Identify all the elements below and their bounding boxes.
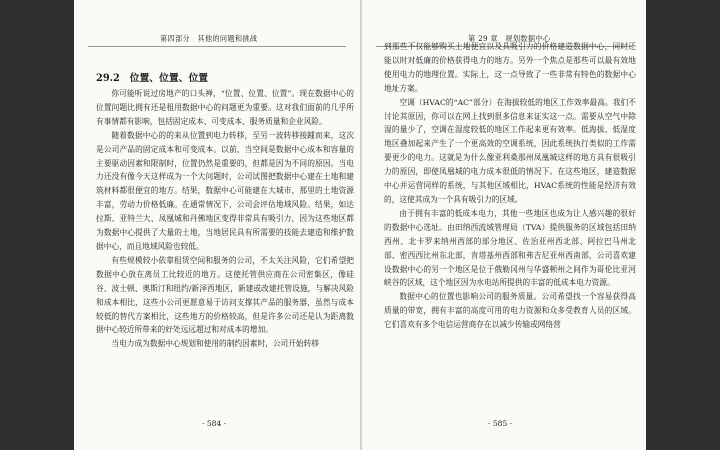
- paragraph: 当电力成为数据中心规划和使用的制约因素时，公司开始转移: [111, 339, 319, 349]
- section-heading: 29.2 位置、位置、位置: [96, 73, 209, 84]
- running-head-right: 第 29 章 规划数据中心: [468, 34, 551, 43]
- viewer-background-right: [646, 0, 720, 450]
- page-number-right: · 585 ·: [488, 419, 513, 428]
- body-text-right: [384, 40, 636, 332]
- paragraph: 你可能听说过房地产的口头禅，“位置、位置、位置”。现在数据中心的位置问题比拥有还是租用数据中心的问题更为重要。这对我们面前的几乎所有事情都有影响，包括固定成本、可变成本、服务质量和企业风险。: [96, 89, 354, 126]
- body-text-left: [96, 87, 354, 351]
- left-page: [74, 0, 360, 450]
- paragraph: 到那些不仅能够购买土地便宜以及具吸引力的价格建造数据中心，同时还能以时对低廉的价格获得电力的地方。另外一个焦点是那些可以最有效地使用电力的地理位置。实际上，这一点导致了一些非常有特色的数据中心地址方案。: [384, 42, 636, 93]
- header-rule-left: [88, 46, 346, 47]
- paragraph: 有些规模较小依靠租赁空间和服务的公司，不太关注风险，它们希望把数据中心放在离员工比较近的地方。这使托管供应商在公司密集区，像硅谷、波士顿、奥斯汀和纽约/新泽西地区，新建或改建托管设施，与解决风险和成本相比，这些小公司更愿意易于访问支撑其产品的服务器，虽然与成本较低的替代方案相比，这些地方的价格较高，但是许多公司还是认为距离数据中心较近所带来的好处远远超过和对成本的增加。: [96, 255, 354, 335]
- running-head-left: 第四部分 其他的问题和挑战: [160, 34, 258, 43]
- paragraph: 数据中心的位置也影响公司的服务质量。公司希望找一个容易获得高质量的带宽，拥有丰富的高度可用的电力资源和众多受教育人员的区域。它们喜欢有多个电信运营商存在以减少传输或网络营: [384, 292, 636, 330]
- paragraph: 空调（HVAC的“AC”部分）在海拔较低的地区工作效率最高。我们不讨论其原因，你可以在网上找到很多信息来证实这一点。需要从空气中除湿的量少了，空调在湿度较低的地区工作起来更有效率。低海拔、低湿度地区叠加起来产生了一个更高效的空调系统，因此系统执行类似的工作需要更少的电力。这就是为什么像亚利桑那州凤凰城这样的地方具有很吸引力的原因，即使凤凰城的电力成本很低的情况下。在这些地区，建造数据中心并运营同样的系统，与其他区域相比，HVAC系统的性能是经济有效的，这使其成为一个具有吸引力的区域。: [384, 97, 636, 204]
- paragraph: 随着数据中心的的来从位置到电力转移，至另一波转移接踵而来，这次是公司产品的固定成本和可变成本。以前，当空间是数据中心成本和容量的主要驱动因素和限制时，位置仍然是重要的，但都是因为不同的原因。当电力还没有像今天这样成为一个大问题时，公司试图把数据中心建在土地和建筑材料都很便宜的地方。结果，数据中心可能建在大城市，那里的土地资源丰富，劳动力价格低廉。在通常情况下，公司会评估地域风险。结果，如达拉斯、亚特兰大、凤凰城和丹佛地区变得非常具有吸引力，因为这些地区都为数据中心提供了大量的土地，当地居民具有所需要的技能去建造和维护数据中心，而且地域风险也较低。: [96, 130, 354, 251]
- page-number-left: · 584 ·: [202, 419, 227, 428]
- paragraph: 由于拥有丰富的低成本电力，其他一些地区也成为让人感兴趣的很好的数据中心选址。由田纳西流域管理局（TVA）提供服务的区域包括田纳西州、北卡罗来纳州西部的部分地区、佐治亚州西北部、阿拉巴马州北部、密西西比州东北部，肯塔基州西部和弗吉尼亚州西南部，公司喜欢建设数据中心的另一个地区是位于俄勒冈州与华盛顿州之间作为哥伦比亚河峡谷的区域，这个地区因为水电站所提供的丰富的低成本电力资源。: [384, 208, 636, 288]
- viewer-background-left: [0, 0, 74, 450]
- right-page: [362, 0, 646, 450]
